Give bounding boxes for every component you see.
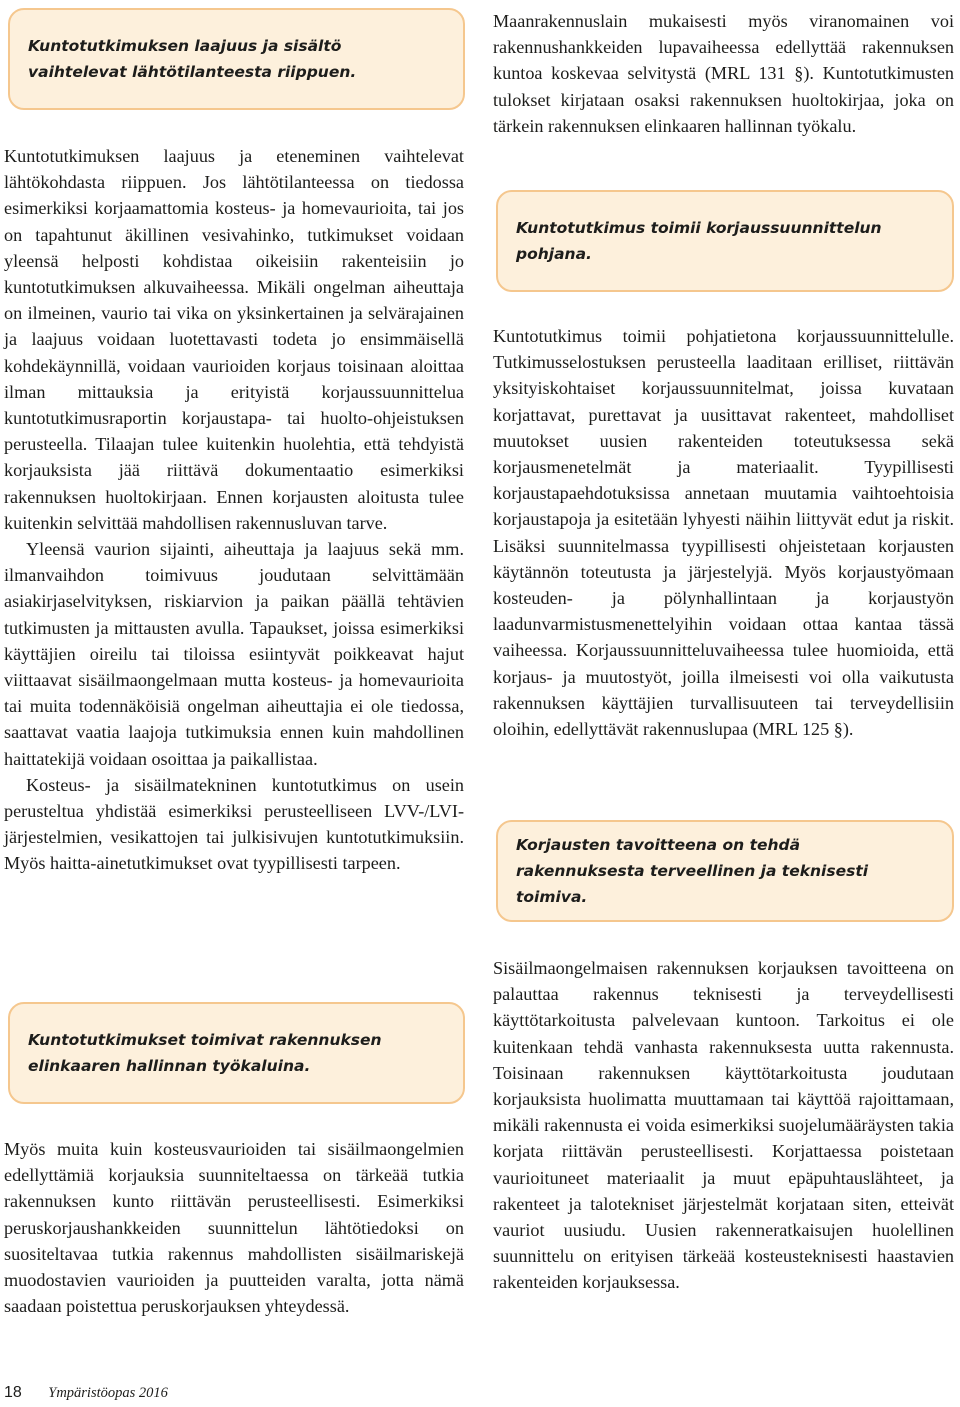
right-column-text-bottom — [493, 955, 954, 1296]
callout-text: Korjausten tavoitteena on tehdä rakennuksesta terveellinen ja teknisesti toimiva. — [516, 836, 869, 906]
callout-text: Kuntotutkimukset toimivat rakennuksen elinkaaren hallinnan työkaluina. — [28, 1031, 382, 1075]
right-column-text-top — [493, 8, 954, 139]
callout-text: Kuntotutkimuksen laajuus ja sisältö vaihtelevat lähtötilanteesta riippuen. — [28, 37, 357, 81]
callout-scope-varies — [8, 8, 465, 110]
paragraph: Sisäilmaongelmaisen rakennuksen korjauksen tavoitteena on palauttaa rakennus teknisesti ja terveydellisesti käyttötarkoitusta palvelevaan kuntoon. Tarkoitus ei ole kuitenkaan tehdä vanhasta rakennuksesta uutta rakennusta. Toisinaan rakennuksen käyttötarkoitusta joudutaan korjauksista huolimatta muuttamaan tai käyttöä rajoittamaan, mikäli rakennusta ei voida esimerkiksi suojelumääräysten takia korjata riittävän perusteellisesti. Korjattaessa poistetaan vaurioituneet materiaalit ja muut epäpuhtauslähteet, ja rakenteet ja talotekniset järjestelmät korjataan siten, etteivät vauriot uusiudu. Uusien rakenneratkaisujen huolellinen suunnittelu on erityisen tärkeää kosteusteknisesti haastavien rakenteiden korjauksessa. — [493, 958, 954, 1293]
callout-repair-planning — [496, 190, 954, 292]
right-column-text-middle — [493, 323, 954, 742]
paragraph: Maanrakennuslain mukaisesti myös viranomainen voi rakennushankkeiden lupavaiheessa edellyttää rakennuksen kuntoa koskevaa selvitystä (MRL 131 §). Kuntotutkimusten tulokset kirjataan osaksi rakennuksen huoltokirjaa, joka on tärkein rakennuksen elinkaaren hallinnan työkalu. — [493, 11, 954, 136]
left-column-text-bottom — [4, 1136, 464, 1319]
callout-text: Kuntotutkimus toimii korjaussuunnittelun pohjana. — [516, 219, 882, 263]
callout-repair-goal — [496, 820, 954, 922]
paragraph: Myös muita kuin kosteusvaurioiden tai sisäilmaongelmien edellyttämiä korjauksia suunniteltaessa on tärkeää tutkia rakennuksen kunto riittävän perusteellisesti. Esimerkiksi peruskorjaushankkeiden suunnittelun lähtötiedoksi on suositeltavaa tutkia rakennus mahdollisten sisäilmariskejä muodostavien vaurioiden ja puutteiden varalta, jotta nämä saadaan poistettua peruskorjauksen yhteydessä. — [4, 1139, 464, 1317]
paragraph: Yleensä vaurion sijainti, aiheuttaja ja laajuus sekä mm. ilmanvaihdon toimivuus joudutaan selvittämään asiakirjaselvityksen, riskiarvion ja paikan päällä tehtävien tutkimusten ja mittausten avulla. Tapaukset, joissa esimerkiksi käyttäjien oireilu tai tiloissa esiintyvät poikkeavat hajut viittaavat sisäilmaongelmaan mutta kosteus- ja homevaurioita tai muita todennäköisiä ongelman aiheuttajia ei ole tiedossa, saattavat vaatia laajoja tutkimuksia ennen kuin mahdollinen haittatekijä voidaan osoittaa ja paikallistaa. — [4, 539, 464, 769]
publication-title: Ympäristöopas 2016 — [48, 1385, 168, 1401]
page-number: 18 — [4, 1384, 22, 1401]
paragraph: Kuntotutkimuksen laajuus ja eteneminen vaihtelevat lähtökohdasta riippuen. Jos lähtötilanteessa on tiedossa esimerkiksi korjaamattomia kosteus- ja homevaurioita, tai jos on tapahtunut äkillinen vesivahinko, tutkimukset voidaan yleensä helposti kohdistaa oikeisiin rakenteisiin jo kuntotutkimuksen alkuvaiheessa. Mikäli ongelman aiheuttaja on ilmeinen, vaurio tai vika on yksinkertainen ja selvärajainen ja laajuus voidaan luotettavasti todeta jo ensimmäisellä kohdekäynnillä, voidaan vaurioiden korjaus toisinaan aloittaa ilman mittauksia ja erityistä korjaussuunnittelua kuntotutkimusraportin korjaustapa- tai huolto-ohjeistuksen perusteella. Tilaajan tulee kuitenkin huolehtia, että tehdyistä korjauksista jää riittävä dokumentaatio esimerkiksi rakennuksen huoltokirjaan. Ennen korjausten aloitusta tulee kuitenkin selvittää mahdollisen rakennusluvan tarve. — [4, 146, 464, 533]
paragraph: Kuntotutkimus toimii pohjatietona korjaussuunnittelulle. Tutkimusselostuksen perusteella laaditaan erilliset, riittävän yksityiskohtaiset korjaussuunnitelmat, joissa kuvataan korjattavat, purettavat ja uusittavat rakenteet, mahdolliset muutokset uusien rakenteiden toteutuksessa sekä korjausmenetelmät ja materiaalit. Tyypillisesti korjaustapaehdotuksissa annetaan muutamia vaihtoehtoisia korjaustapoja ja esitetään lyhyesti näihin liittyvät edut ja riskit. Lisäksi suunnitelmassa tyypillisesti ohjeistetaan korjausten käytännön toteutusta ja järjestelyjä. Myös korjaustyömaan kosteuden- ja pölynhallintaan ja korjaustyön laadunvarmistusmenettelyihin voidaan ottaa kantaa tässä vaiheessa. Korjaussuunnitteluvaiheessa tulee huomioida, että korjaus- ja muutostyöt, joilla ilmeisesti voi olla vaikutusta rakennuksen käyttäjien turvallisuuteen tai terveydellisiin oloihin, edellyttävät rakennuslupaa (MRL 125 §). — [493, 326, 954, 740]
paragraph: Kosteus- ja sisäilmatekninen kuntotutkimus on usein perusteltua yhdistää esimerkiksi perusteelliseen LVV-/LVI-järjestelmien, vesikattojen tai julkisivujen kuntotutkimuksiin. Myös haitta-ainetutkimukset ovat tyypillisesti tarpeen. — [4, 774, 464, 874]
left-column-text — [4, 143, 464, 877]
page-footer — [4, 1384, 168, 1402]
callout-lifecycle-tools — [8, 1002, 465, 1104]
